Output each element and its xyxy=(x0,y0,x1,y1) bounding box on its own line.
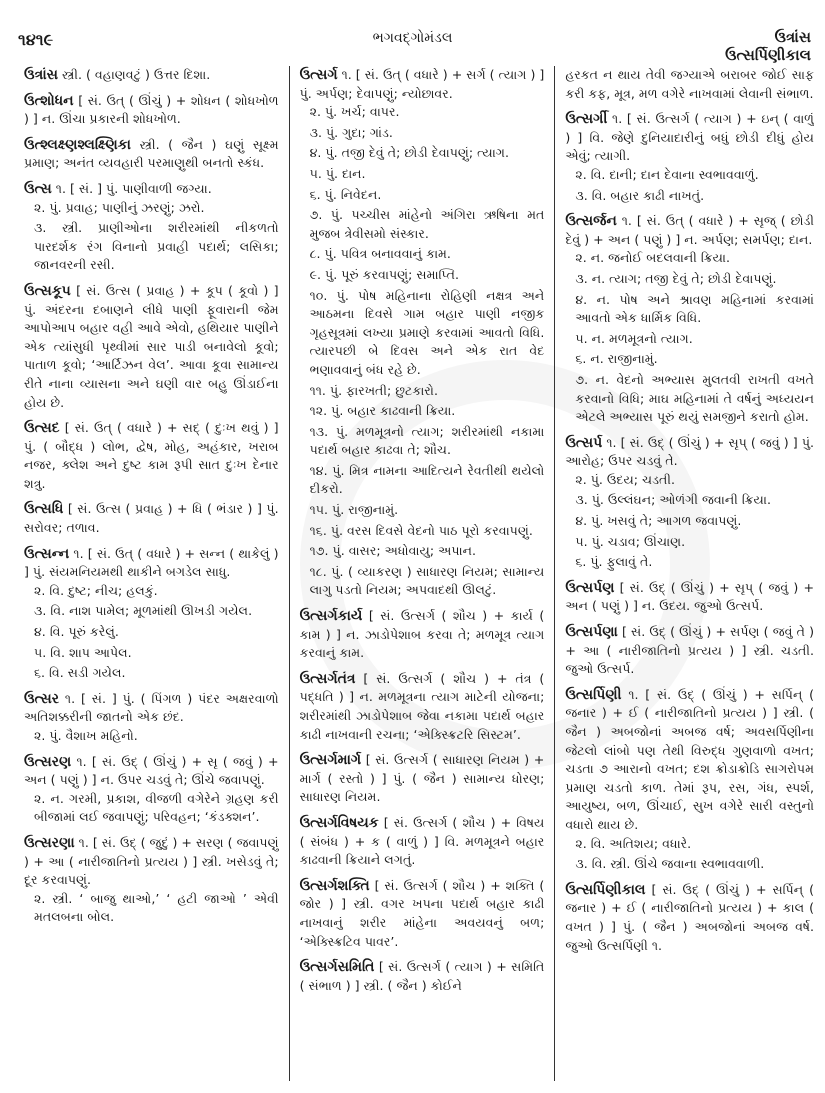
entry-sense: ૫. પું. ચડાવ; ઊંચાણ. xyxy=(575,533,686,549)
entry-sense: ૨. વિ. દુષ્ટ; નીચ; હલકું. xyxy=(34,582,158,598)
entry-text: ૧. [ સં. ઉત્સર્ગ ( ત્યાગ ) + ઇન્ ( વાળું ) ] વિ. જેણે દુનિયાદારીનું બધું છોડી દીધું હોય એવું; ત્યાગી. xyxy=(565,111,814,164)
entry-definition xyxy=(300,877,545,951)
entry-text: ૧. [ સં. ઉદ્ ( ઊંચું ) + સૃ ( જવું ) + અન ( પણું ) ] ન. ઉપર ચડવું તે; ઊંચે જવાપણું. xyxy=(24,753,279,788)
column-1 xyxy=(24,66,289,1081)
entry-definition xyxy=(24,92,279,129)
dictionary-entry xyxy=(300,670,545,744)
entry-definition xyxy=(565,579,814,616)
entry-text: ૧. [ સં. ઉદ્ ( ઊંચું ) + સર્પિન્ ( જનાર ) + ઈ ( નારીજાતિનો પ્રત્યય ) ] સ્ત્રી. ( જૈન ) અબજોનાં અબજ વર્ષ; અવસર્પિણીના જેટલો લાંબો પણ તેથી વિરુદ્ધ ગુણવાળો વખત; ચડતા ૭ આરાનો વખત; દશ ક્રોડાક્રોડિ સાગરોપમ પ્રમાણ ચડતો કાળ. તેમાં રૂપ, રસ, ગંધ, સ્પર્શ, આયુષ્ય, બળ, ઊંચાઈ, સુખ વગેરે સારી વસ્તુનો વધારો થાય છે. xyxy=(565,686,814,832)
entry-text: ૧. [ સં. ઉદ્ ( ઊંચું ) + સૃપ્ ( જવું ) ] પું. આરોહ; ઉપર ચડવું તે. xyxy=(565,434,814,469)
entry-text: ૧. [ સં. ] પું. પાણીવાળી જગ્યા. xyxy=(55,180,212,196)
entry-text: [ સં. ઉત્સર્ગ ( શૌચ ) + તંત્ર ( પદ્ધતિ ) ] ન. મળમૂત્રના ત્યાગ માટેની યોજના; શરીરમાંથી ઝાડોપેશાબ જેવા નકામા પદાર્થ બહાર કાઢી નાખવાની રચના; ‘એક્સ્ક્રિટરિ સિસ્ટમ’. xyxy=(299,670,545,742)
entry-sense: ૨. પું. ઉદય; ચડતી. xyxy=(575,471,675,487)
entry-headword: ઉત્સરણ xyxy=(24,753,72,770)
entry-definition xyxy=(300,670,545,744)
entry-headword: ઉત્સધિ xyxy=(24,501,64,518)
entry-definition xyxy=(300,814,545,870)
dictionary-entry xyxy=(300,814,545,870)
dictionary-entry xyxy=(300,751,545,807)
entry-sense: ૧૧. પું. ફારખતી; છુટકારો. xyxy=(309,382,438,398)
entry-sense: ૩. વિ. સ્ત્રી. ઊંચે જવાના સ્વભાવવાળી. xyxy=(575,856,765,872)
dictionary-entry xyxy=(565,110,814,205)
entry-sense: ૭. પું. પચ્ચીસ માંહેનો અંગિરા ઋષિના મત મુજબ ત્રેવીસમો સંસ્કાર. xyxy=(309,207,545,241)
entry-sense: ૪. વિ. પૂરું કરેલું. xyxy=(34,624,119,640)
entry-headword: ઉત્સર્ગશક્તિ xyxy=(299,877,370,894)
entry-headword: ઉત્સર્પણ xyxy=(565,579,615,596)
entry-headword: ઉત્સર્ગસમિતિ xyxy=(299,959,375,976)
entry-sense: ૨. પું. પ્રવાહ; પાણીનું ઝરણું; ઝરો. xyxy=(34,199,205,215)
entry-sense: ૨. પું. વૈશાખ મહિનો. xyxy=(34,728,138,743)
entry-text: [ સં. ઉત્સર્ગ ( શૌચ ) + શક્તિ ( જોર ) ] સ્ત્રી. વગર ખપના પદાર્થ બહાર કાઢી નાખવાનું શરીર માંહેના અવયવનું બળ; ‘એક્સ્ક્રિટિવ પાવર’. xyxy=(299,877,545,949)
entry-sense: ૨. ન. જનોઈ બદલવાની ક્રિયા. xyxy=(575,250,731,266)
entry-sense: ૨. વિ. અતિશય; વધારે. xyxy=(575,835,692,851)
dictionary-entry xyxy=(565,623,814,679)
dictionary-entry xyxy=(565,66,814,103)
entry-definition xyxy=(24,66,279,85)
entry-sense: ૩. ન. ત્યાગ; તજી દેવું તે; છોડી દેવાપણું. xyxy=(575,270,777,286)
entry-sense: ૧૪. પું. મિત્ર નામના આદિત્યને રેવતીથી થયેલો દીકરો. xyxy=(309,462,545,497)
entry-definition xyxy=(300,607,545,663)
entry-headword: ઉત્સર્ગકાર્ય xyxy=(299,608,363,625)
entry-sense: ૧૩. પું. મળમૂત્રનો ત્યાગ; શરીરમાંથી નકામા પદાર્થ બહાર કાઢવા તે; શૌચ. xyxy=(309,423,545,458)
dictionary-entry xyxy=(24,419,279,493)
entry-text: [ સં. ઉત્સર્ગ ( ત્યાગ ) + સમિતિ ( સંભાળ ) ] સ્ત્રી. ( જૈન ) કોઈને xyxy=(299,959,545,993)
entry-definition xyxy=(24,834,279,890)
page-header xyxy=(0,0,825,64)
entry-sense: ૬. પું. ફુલાવું તે. xyxy=(575,554,653,570)
entry-headword: ઉત્સન્ન xyxy=(24,545,70,562)
entry-sense: ૮. પું. પવિત્ર બનાવવાનું કામ. xyxy=(309,246,451,262)
entry-headword: ઉત્સર્પણા xyxy=(565,624,618,641)
entry-sense: ૪. ન. પોષ અને શ્રાવણ મહિનામાં કરવામાં આવતો એક ધાર્મિક વિધિ. xyxy=(575,291,814,326)
entry-sense: ૬. પું. નિવેદન. xyxy=(309,186,382,202)
guide-word-last: ઉત્સર્પિણીકાલ xyxy=(725,46,811,64)
entry-definition xyxy=(24,419,279,493)
dictionary-entry xyxy=(300,877,545,951)
entry-text: સ્ત્રી. ( વહાણવટું ) ઉત્તર દિશા. xyxy=(61,67,211,82)
entry-definition xyxy=(24,180,279,199)
entry-sense: ૩. પું. ઉલ્લંઘન; ઓળંગી જવાની ક્રિયા. xyxy=(575,492,771,508)
entry-headword: ઉત્સર્ગી xyxy=(565,111,608,128)
dictionary-entry xyxy=(24,753,279,827)
column-3 xyxy=(554,66,814,1081)
entry-sense: ૧૫. પું. રાજીનામું. xyxy=(309,502,399,518)
dictionary-entry xyxy=(565,881,814,955)
dictionary-entry xyxy=(300,607,545,663)
entry-headword: ઉત્સકૂપ xyxy=(24,282,71,299)
entry-headword: ઉત્સર્પ xyxy=(565,434,603,451)
entry-headword: ઉત્સર્પિણી xyxy=(565,686,622,703)
entry-sense: ૧૦. પું. પોષ મહિનાના રોહિણી નક્ષત્ર અને આઠમના દિવસે ગામ બહાર પાણી નજીક ગૃહસૂત્રમાં લખ્યા પ્રમાણે કરવામાં આવતો વિધિ. ત્યારપછી બે દિવસ અને એક રાત વેદ ભણાવવાનું બંધ રહે છે. xyxy=(309,287,545,377)
column-2 xyxy=(289,66,555,1081)
entry-sense: ૪. પું. તજી દેવું તે; છોડી દેવાપણું; ત્યાગ. xyxy=(309,145,509,161)
dictionary-entry xyxy=(24,834,279,927)
entry-text: [ સં. ઉદ્ ( ઊંચું ) + સર્પિન્ ( જનાર ) + ઈ ( નારીજાતિનો પ્રત્યય ) + કાલ ( વખત ) ] પું. ( જૈન ) અબજોનાં અબજ વર્ષ. જુઓ ઉત્સર્પિણી ૧. xyxy=(565,881,814,953)
entry-text: ૧. [ સં. ઉદ્ ( જુદું ) + સરણ ( જવાપણું ) + આ ( નારીજાતિનો પ્રત્યય ) ] સ્ત્રી. ખસેડવું તે; દૂર કરવાપણું. xyxy=(24,834,279,888)
entry-text: ૧. [ સં. ઉત્ ( વધારે ) + સન્ન ( થાકેલું ) ] પું. સંયમનિયમથી થાકીને બગડેલ સાધુ. xyxy=(24,545,279,580)
entry-sense: ૬. વિ. સડી ગયેલ. xyxy=(34,665,126,681)
entry-text: ૧. [ સં. ઉત્ ( વધારે ) + સર્ગ ( ત્યાગ ) ] પું. અર્પણ; દેવાપણું; ન્યોછાવર. xyxy=(299,67,545,101)
dictionary-entry xyxy=(24,136,279,173)
dictionary-entry xyxy=(565,434,814,572)
entry-text: [ સં. ઉત્ ( ઊંચું ) + શોધન ( શોધખોળ ) ] ન. ઊંચા પ્રકારની શોધખોળ. xyxy=(24,92,279,127)
entry-sense: ૨. ન. ગરમી, પ્રકાશ, વીજળી વગેરેને ગ્રહણ કરી બીજામાં લઈ જવાપણું; પરિવહન; ‘કંડક્શન’. xyxy=(34,790,279,825)
entry-sense: ૨. પું. ખર્ચ; વાપર. xyxy=(309,104,400,120)
entry-sense: ૯. પું. પૂરું કરવાપણું; સમાપ્તિ. xyxy=(309,266,460,282)
running-title: ભગવદ્ગોમંડલ xyxy=(372,30,453,46)
entry-sense: ૫. પું. દાન. xyxy=(309,165,366,181)
entry-headword: ઉત્સ xyxy=(24,180,52,197)
entry-headword: ઉત્સર્ગમાર્ગ xyxy=(299,752,362,769)
dictionary-entry xyxy=(565,579,814,616)
dictionary-entry xyxy=(24,282,279,412)
dictionary-entry xyxy=(24,66,279,85)
entry-sense: ૩. વિ. બહાર કાઢી નાખતું. xyxy=(575,187,705,203)
entry-sense: ૧૭. પું. વાસર; અધોવાયુ; અપાન. xyxy=(309,543,477,559)
entry-sense: ૪. પું. ખસવું તે; આગળ જવાપણું. xyxy=(575,513,742,529)
entry-sense: ૧૬. પું. વરસ દિવસે વેદનો પાઠ પૂરો કરવાપણું. xyxy=(309,522,533,538)
entry-text: [ સં. ઉત્સર્ગ ( શૌચ ) + કાર્ય ( કામ ) ] ન. ઝાડોપેશાબ કરવા તે; મળમૂત્ર ત્યાગ કરવાનું કામ. xyxy=(299,608,545,661)
dictionary-columns xyxy=(24,66,814,1086)
entry-text: [ સં. ઉત્ ( વધારે ) + સદ્ ( દુઃખ થવું ) ] પું. ( બૌદ્ધ ) લોભ, દ્વેષ, મોહ, અહંકાર, ખરાબ નજર, ક્લેશ અને દુષ્ટ કામ રૂપી સાત દુઃખ દેનાર શત્રુ. xyxy=(24,420,279,491)
entry-definition xyxy=(565,623,814,679)
entry-headword: ઉત્સર xyxy=(24,690,60,707)
entry-sense: ૭. ન. વેદનો અભ્યાસ મુલતવી રાખતી વખતે કરવાનો વિધિ; માઘ મહિનામાં તે વર્ષનું અધ્યયન એટલે અભ્યાસ પૂરું થયું સમજીને કરાતો હોમ. xyxy=(575,371,814,425)
entry-headword: ઉત્સદ xyxy=(24,420,60,437)
entry-sense: ૧૨. પું. બહાર કાઢવાની ક્રિયા. xyxy=(309,403,456,419)
dictionary-entry xyxy=(24,500,279,537)
entry-text: ૧. [ સં. ઉત્ ( વધારે ) + સૃજ્ ( છોડી દેવું ) + અન ( પણું ) ] ન. અર્પણ; સમર્પણ; દાન. xyxy=(565,213,814,247)
dictionary-entry xyxy=(24,690,279,746)
dictionary-entry xyxy=(565,686,814,874)
entry-text: ૧. [ સં. ] પું. ( પિંગળ ) પંદર અક્ષરવાળો અતિશક્કરીની જાતનો એક છંદ. xyxy=(24,690,279,725)
entry-headword: ઉત્શોધન xyxy=(24,92,74,109)
entry-headword: ઉત્સરણા xyxy=(24,834,75,851)
entry-definition xyxy=(24,282,279,412)
entry-text: [ સં. ઉદ્ ( ઊંચું ) + સૃપ્ ( જવું ) + અન ( પણું ) ] ન. ઉદય. જુઓ ઉત્સર્પ. xyxy=(565,579,814,614)
dictionary-entry xyxy=(300,66,545,600)
entry-sense: ૨. સ્ત્રી. ‘ બાજુ થાઓ,’ ‘ હટી જાઓ ’ એવી મતલબના બોલ. xyxy=(34,890,279,925)
entry-text: સ્ત્રી. ( જૈન ) ઘણું સૂક્ષ્મ પ્રમાણ; અનંત વ્યવહારી પરમાણુથી બનતો સ્કંધ. xyxy=(24,136,279,171)
entry-sense: ૧૮. પું. ( વ્યાકરણ ) સાધારણ નિયમ; સામાન્ય લાગુ પડતો નિયમ; અપવાદથી ઊલટું. xyxy=(309,563,545,598)
entry-definition xyxy=(24,500,279,537)
entry-definition xyxy=(565,881,814,955)
entry-text: [ સં. ઉદ્ ( ઊંચું ) + સર્પણ ( જવું તે ) + આ ( નારીજાતિનો પ્રત્યય ) ] સ્ત્રી. ચડતી. જુઓ ઉત્સર્પ. xyxy=(565,624,814,677)
entry-definition xyxy=(565,434,814,471)
entry-text: [ સં. ઉત્સ ( પ્રવાહ ) + કૂપ ( કૂવો ) ] પું. અંદરના દબાણને લીધે પાણી ફૂવારાની જેમ આપોઆપ બહાર વહી આવે એવો, હથિયાર પાણીને એક ત્યાંસુધી પૃથ્વીમાં સાર પાડી બનાવેલો કૂવો; પાતાળ કૂવો; ‘આર્ટિઝન વેલ’. આવા કૂવા સામાન્ય રીતે નાના વ્યાસના અને ઘણી વાર બહુ ઊંડાઈના હોય છે. xyxy=(24,282,279,410)
entry-headword: ઉત્રાંસ xyxy=(24,67,58,83)
entry-headword: ઉત્સર્પિણીકાલ xyxy=(565,881,646,898)
entry-text: [ સં. ઉત્સર્ગ ( સાધારણ નિયમ ) + માર્ગ ( રસ્તો ) ] પું. ( જૈન ) સામાન્ય ધોરણ; સાધારણ નિયમ. xyxy=(299,752,545,805)
dictionary-entry xyxy=(300,958,545,995)
entry-sense: ૫. ન. મળમૂત્રનો ત્યાગ. xyxy=(575,330,693,346)
entry-definition xyxy=(300,958,545,995)
page-number: ૧૪૧૯ xyxy=(18,30,54,49)
entry-sense: ૩. વિ. નાશ પામેલ; મૂળમાંથી ઊખડી ગયેલ. xyxy=(34,603,253,619)
entry-definition xyxy=(24,753,279,790)
entry-sense: ૩. પું. ગુદા; ગાંડ. xyxy=(309,124,393,140)
entry-sense: ૬. ન. રાજીનામું. xyxy=(575,351,658,367)
entry-headword: ઉત્સર્ગતંત્ર xyxy=(299,670,356,687)
entry-sense: ૫. વિ. શાપ આપેલ. xyxy=(34,644,132,660)
guide-words xyxy=(725,28,811,64)
entry-definition xyxy=(565,110,814,166)
entry-definition xyxy=(24,136,279,173)
entry-text: હરકત ન થાય તેવી જગ્યાએ બરાબર જોઈ સાફ કરી કફ, મૂત્ર, મળ વગેરે નાખવામાં લેવાની સંભાળ. xyxy=(565,67,814,101)
entry-definition xyxy=(300,751,545,807)
entry-headword: ઉત્શ્લક્ષ્ણશ્લક્ષ્ણિકા xyxy=(24,136,131,153)
dictionary-entry xyxy=(565,212,814,427)
entry-headword: ઉત્સર્જન xyxy=(565,213,617,230)
entry-definition xyxy=(565,212,814,249)
entry-definition xyxy=(24,545,279,582)
entry-text: [ સં. ઉત્સ ( પ્રવાહ ) + ધિ ( ભંડાર ) ] પું. સરોવર; તળાવ. xyxy=(24,501,279,536)
dictionary-entry xyxy=(24,545,279,683)
entry-headword: ઉત્સર્ગ xyxy=(299,67,338,83)
entry-definition xyxy=(24,690,279,727)
entry-definition xyxy=(565,66,814,103)
entry-headword: ઉત્સર્ગવિષયક xyxy=(299,814,379,831)
entry-sense: ૩. સ્ત્રી. પ્રાણીઓના શરીરમાંથી નીકળતો પારદર્શક રંગ વિનાનો પ્રવાહી પદાર્થ; લસિકા; જાનવરની રસી. xyxy=(34,220,279,273)
entry-sense: ૨. વિ. દાની; દાન દેવાના સ્વભાવવાળું. xyxy=(575,166,759,182)
guide-word-first: ઉત્રાંસ xyxy=(774,28,811,46)
entry-text: [ સં. ઉત્સર્ગ ( શૌચ ) + વિષય ( સંબંધ ) + ક ( વાળું ) ] વિ. મળમૂત્રને બહાર કાઢવાની ક્રિયાને લગતું. xyxy=(299,814,545,868)
entry-definition xyxy=(300,66,545,103)
entry-definition xyxy=(565,686,814,835)
dictionary-entry xyxy=(24,180,279,275)
dictionary-entry xyxy=(24,92,279,129)
